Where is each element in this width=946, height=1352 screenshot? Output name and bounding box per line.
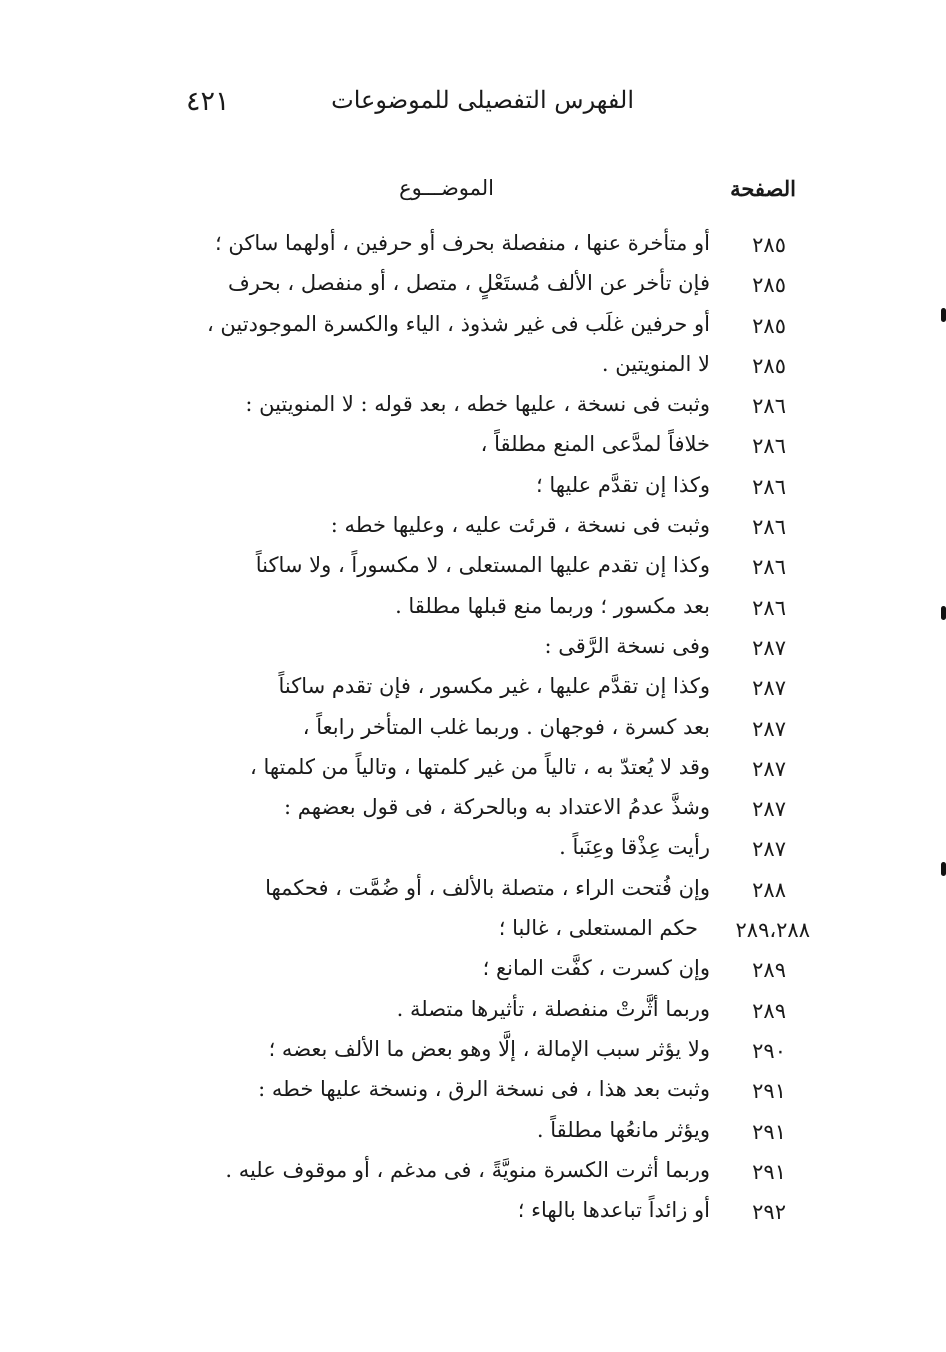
index-entry	[0, 1116, 946, 1156]
entry-page-ref: ٢٨٧	[752, 635, 786, 660]
entry-topic-text: لا المنويتين .	[601, 351, 710, 376]
index-entry	[0, 874, 946, 914]
index-entry	[0, 229, 946, 269]
entry-page-ref: ٢٩١	[752, 1119, 786, 1144]
index-entry	[0, 753, 946, 793]
index-entry	[0, 1075, 946, 1115]
entry-page-ref: ٢٨٩،٢٨٨	[735, 918, 810, 943]
index-entry	[0, 1035, 946, 1075]
entry-page-ref: ٢٨٦	[752, 434, 786, 459]
index-entry	[0, 350, 946, 390]
page-number: ٤٢١	[186, 86, 230, 117]
entry-page-ref: ٢٨٧	[752, 837, 786, 862]
entry-page-ref: ٢٨٧	[752, 716, 786, 741]
entry-topic-text: أو حرفين غلَب فى غير شذوذ ، الياء والكسرة الموجودتين ،	[206, 311, 710, 336]
entry-topic-text: وفى نسخة الرَّقى :	[544, 633, 710, 658]
index-entry	[0, 793, 946, 833]
index-entry	[0, 471, 946, 511]
entry-page-ref: ٢٨٩	[752, 958, 786, 983]
entry-page-ref: ٢٨٦	[752, 595, 786, 620]
entry-topic-text: ويؤثر مانعُها مطلقاً .	[536, 1117, 710, 1142]
page-column-header: الصفحة	[730, 176, 796, 201]
entry-page-ref: ٢٨٧	[752, 676, 786, 701]
entry-page-ref: ٢٩٢	[752, 1200, 786, 1225]
entry-page-ref: ٢٩١	[752, 1079, 786, 1104]
entry-topic-text: وثبت فى نسخة ، عليها خطه ، بعد قوله : لا المنويتين :	[245, 392, 710, 417]
running-head	[0, 86, 946, 126]
entry-topic-text: وقد لا يُعتدّ به ، تالياً من غير كلمتها ، وتالياً من كلمتها ،	[249, 754, 710, 779]
entry-topic-text: وربما أثَّرتْ منفصلة ، تأثيرها متصلة .	[396, 996, 710, 1021]
index-entry	[0, 914, 946, 954]
entry-topic-text: حكم المستعلى ، غالبا ؛	[498, 916, 698, 941]
entry-topic-text: خلافاً لمدَّعى المنع مطلقاً ،	[480, 432, 710, 457]
entry-topic-text: رأيت عِذْقا وعِنَباً .	[559, 835, 710, 860]
entry-topic-text: أو متأخرة عنها ، منفصلة بحرف أو حرفين ، أولهما ساكن ؛	[215, 231, 710, 255]
entry-page-ref: ٢٨٦	[752, 474, 786, 499]
entry-topic-text: وكذا إن تقدَّم عليها ؛	[535, 472, 710, 497]
index-entry	[0, 269, 946, 309]
index-entry	[0, 833, 946, 873]
margin-mark	[941, 308, 946, 322]
index-entry	[0, 995, 946, 1035]
margin-mark	[941, 606, 946, 620]
entry-topic-text: وربما أثرت الكسرة منويَّةً ، فى مدغم ، أو موقوف عليه .	[225, 1157, 710, 1182]
column-headers	[0, 176, 946, 216]
entry-topic-text: وشذَّ عدمُ الاعتداد به وبالحركة ، فى قول بعضهم :	[284, 795, 710, 820]
entry-topic-text: ولا يؤثر سبب الإمالة ، إلَّا وهو بعض ما الألف بعضه ؛	[268, 1036, 710, 1061]
index-entries	[0, 229, 946, 1236]
entry-page-ref: ٢٨٧	[752, 756, 786, 781]
index-entry	[0, 713, 946, 753]
entry-topic-text: وثبت بعد هذا ، فى نسخة الرق ، ونسخة عليها خطه :	[258, 1077, 710, 1102]
entry-page-ref: ٢٨٥	[752, 313, 786, 338]
running-title: الفهرس التفصيلى للموضوعات	[331, 86, 634, 114]
entry-page-ref: ٢٨٨	[752, 877, 786, 902]
entry-page-ref: ٢٨٥	[752, 233, 786, 257]
entry-page-ref: ٢٨٦	[752, 515, 786, 540]
entry-topic-text: أو زائداً تباعدها بالهاء ؛	[517, 1198, 710, 1223]
entry-page-ref: ٢٩١	[752, 1159, 786, 1184]
index-entry	[0, 511, 946, 551]
index-entry	[0, 310, 946, 350]
index-entry	[0, 1156, 946, 1196]
entry-topic-text: بعد مكسور ؛ وربما منع قبلها مطلقا .	[395, 593, 710, 618]
index-entry	[0, 672, 946, 712]
index-entry	[0, 954, 946, 994]
entry-page-ref: ٢٩٠	[752, 1038, 786, 1063]
topic-column-header: الموضـــوع	[399, 176, 494, 200]
entry-topic-text: وإن كسرت ، كفَّت المانع ؛	[482, 956, 710, 981]
entry-topic-text: بعد كسرة ، فوجهان . وربما غلب المتأخر رابعاً ،	[302, 714, 710, 739]
entry-topic-text: وكذا إن تقدم عليها المستعلى ، لا مكسوراً ، ولا ساكناً	[255, 553, 710, 578]
entry-page-ref: ٢٨٦	[752, 394, 786, 419]
index-entry	[0, 592, 946, 632]
index-entry	[0, 390, 946, 430]
entry-page-ref: ٢٨٩	[752, 998, 786, 1023]
entry-page-ref: ٢٨٦	[752, 555, 786, 580]
entry-topic-text: وثبت فى نسخة ، قرئت عليه ، وعليها خطه :	[330, 513, 710, 538]
entry-topic-text: وكذا إن تقدَّم عليها ، غير مكسور ، فإن تقدم ساكناً	[278, 674, 710, 699]
entry-page-ref: ٢٨٧	[752, 797, 786, 822]
entry-page-ref: ٢٨٥	[752, 273, 786, 298]
index-entry	[0, 551, 946, 591]
index-entry	[0, 632, 946, 672]
entry-page-ref: ٢٨٥	[752, 353, 786, 378]
entry-topic-text: فإن تأخر عن الألف مُستَعْلٍ ، متصل ، أو منفصل ، بحرف	[227, 271, 710, 296]
margin-mark	[941, 862, 946, 876]
index-entry	[0, 1196, 946, 1236]
entry-topic-text: وإن فُتحت الراء ، متصلة بالألف ، أو ضُمَّت ، فحكمها	[265, 875, 710, 900]
index-entry	[0, 430, 946, 470]
